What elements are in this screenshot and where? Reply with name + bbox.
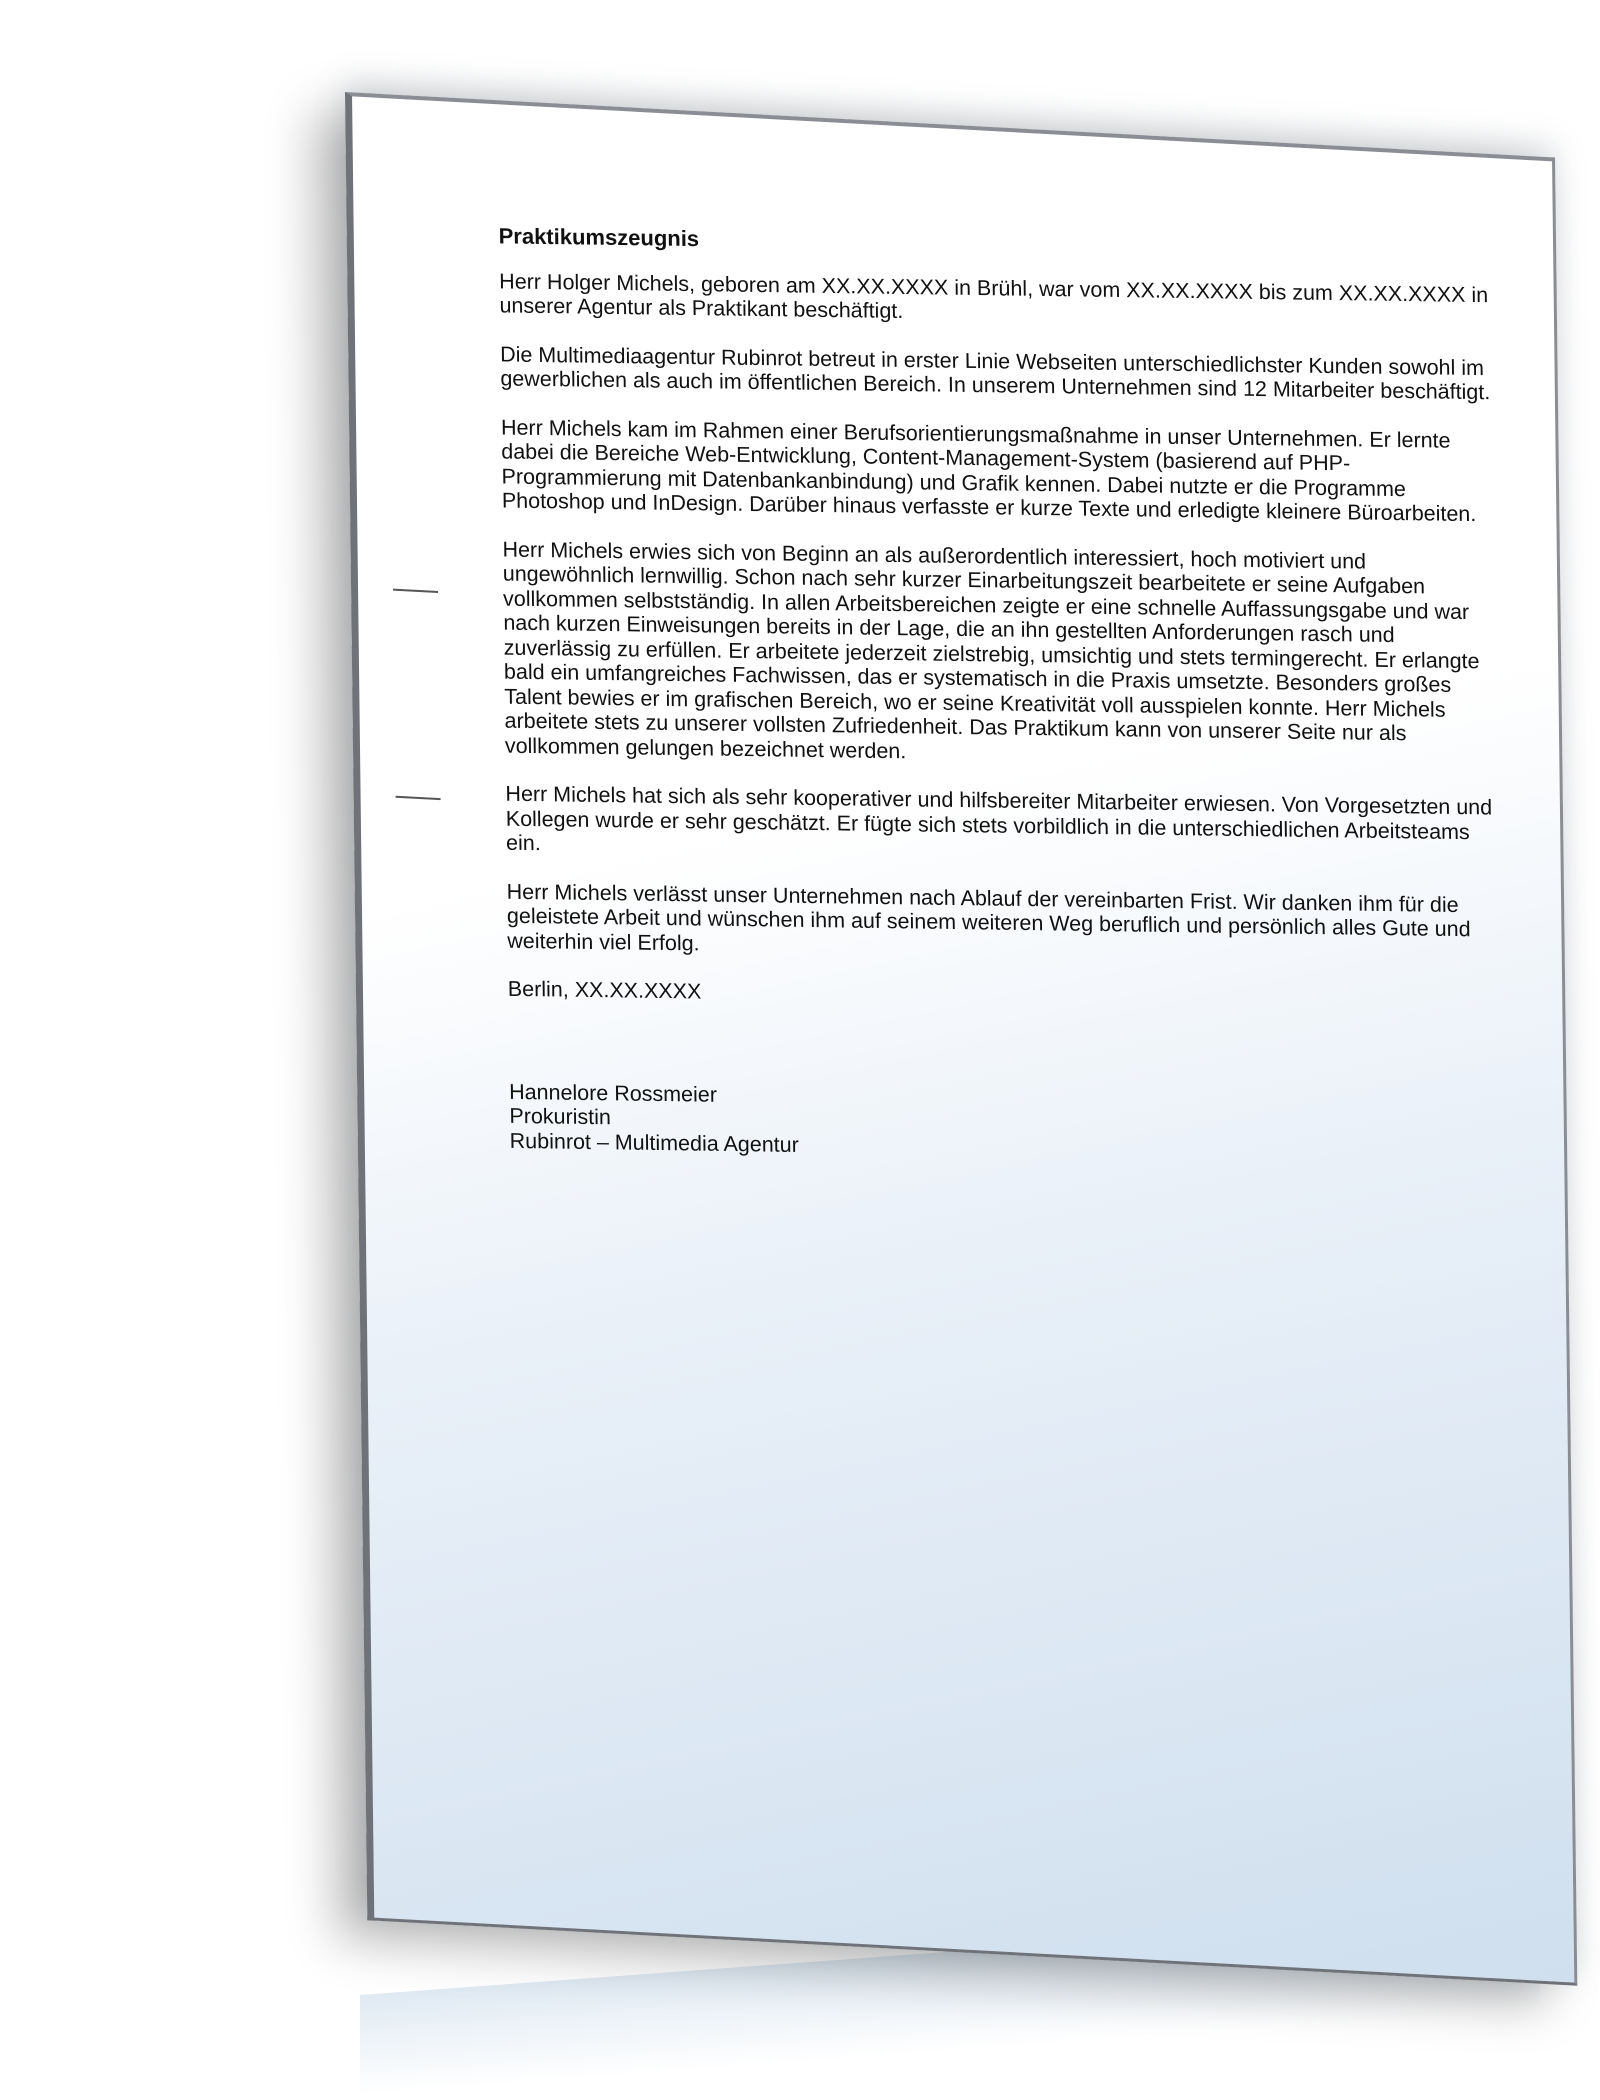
paragraph-conduct: Herr Michels hat sich als sehr kooperativer und hilfsbereiter Mitarbeiter erwiesen. Von Vorgesetzten und Kollegen wurde er sehr geschätzt. Er fügte sich stets vorbildlich in die unterschiedlichen Arbeitsteams ein. [505, 781, 1493, 856]
paragraph-tasks: Herr Michels kam im Rahmen einer Berufsorientierungsmaßnahme in unser Unternehmen. Er lernte dabei die Bereiche Web-Entwicklung, Content-Management-System (basierend auf PHP-Programmierung mit Datenbankanbindung) und Grafik kennen. Dabei nutzte er die Programme Photoshop und InDesign. Darüber hinaus verfasste er kurze Texte und erledigte kleinere Büroarbeiten. [500, 414, 1477, 527]
fold-mark-upper [393, 589, 438, 593]
signature-block [509, 1079, 1509, 1167]
signatory-name: Hannelore Rossmeier [508, 1079, 718, 1107]
paragraph-company: Die Multimediaagentur Rubinrot betreut in erster Linie Webseiten unterschiedlichster Kunden sowohl im gewerblichen als auch im öffentlichen Bereich. In unserem Unternehmen sind 12 Mitarbeiter beschäftigt. [499, 341, 1491, 405]
fold-mark-lower [396, 796, 441, 800]
document-body [499, 224, 1510, 1167]
paragraph-intro: Herr Holger Michels, geboren am XX.XX.XXXX in Brühl, war vom XX.XX.XXXX bis zum XX.XX.XXXX in unserer Agentur als Praktikant beschäftigt. [499, 268, 1489, 324]
place-date: Berlin, XX.XX.XXXX [507, 976, 702, 1004]
document-page [345, 92, 1577, 1986]
paragraph-closing: Herr Michels verlässt unser Unternehmen nach Ablauf der vereinbarten Frist. Wir danken ihm für die geleistete Arbeit und wünschen ihm auf seinem weiteren Weg beruflich und persönlich alles Gute und weiterhin viel Erfolg. [506, 879, 1471, 955]
paragraph-performance: Herr Michels erwies sich von Beginn an als außerordentlich interessiert, hoch motiviert und ungewöhnlich lernwillig. Schon nach sehr kurzer Einarbeitungszeit bearbeitete er seine Aufgaben vollkommen selbstständig. In allen Arbeitsbereichen zeigte er eine schnelle Auffassungsgabe und war nach kurzen Einweisungen bereits in der Lage, die an ihn gestellten Anforderungen rasch und zuverlässig zu erfüllen. Er arbeitete jederzeit zielstrebig, umsichtig und stets termingerecht. Er erlangte bald ein umfangreiches Fachwissen, das er systematisch in die Praxis umsetzte. Besonders großes Talent bewies er im grafischen Bereich, wo er seine Kreativität voll ausspielen konnte. Herr Michels arbeitete stets zu unserer vollsten Zufriedenheit. Das Praktikum kann von unserer Seite nur als vollkommen gelungen bezeichnet werden. [502, 537, 1480, 763]
signatory-company: Rubinrot – Multimedia Agentur [509, 1128, 799, 1157]
document-title: Praktikumszeugnis [498, 223, 700, 252]
signatory-role: Prokuristin [509, 1103, 612, 1130]
